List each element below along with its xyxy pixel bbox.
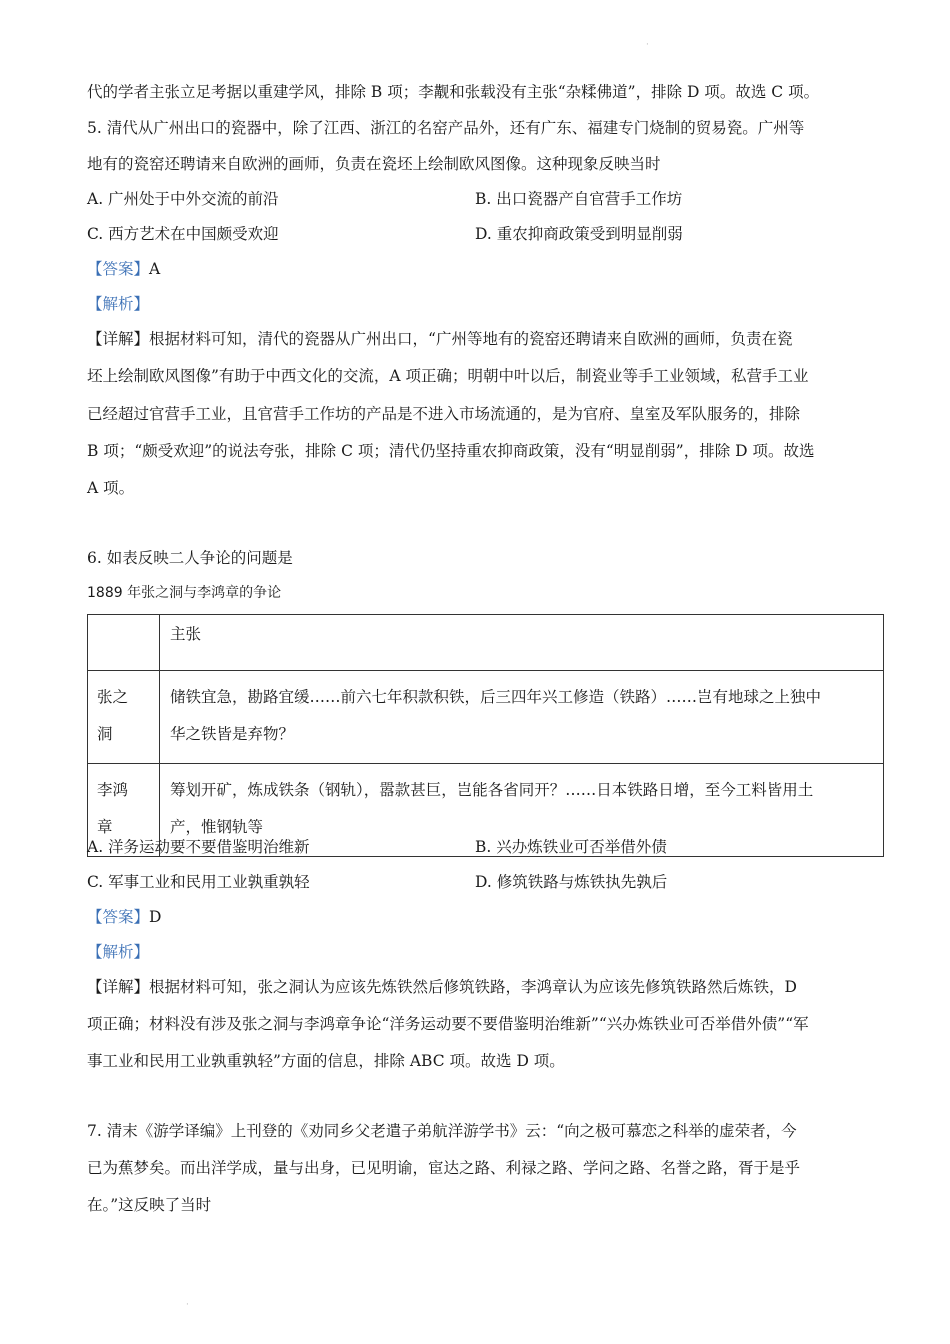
q6-detail-line-3: 事工业和民用工业孰重孰轻”方面的信息，排除 ABC 项。故选 D 项。 xyxy=(87,1052,565,1070)
q5-detail-line-5: A 项。 xyxy=(87,479,135,497)
q6-option-b: B. 兴办炼铁业可否举借外债 xyxy=(475,838,667,856)
row-name-line-1: 张之 xyxy=(97,688,129,706)
q5-answer xyxy=(87,259,160,279)
q6-stem: 6. 如表反映二人争论的问题是 xyxy=(87,549,293,567)
q6-answer xyxy=(87,907,161,927)
prev-analysis-tail: 代的学者主张立足考据以重建学风，排除 B 项；李觏和张载没有主张“杂糅佛道”，排除 D 项。故选 C 项。 xyxy=(87,83,820,101)
table-row xyxy=(88,671,884,764)
answer-value: D xyxy=(149,908,162,926)
row-text-line-1: 筹划开矿，炼成铁条（钢轨），嚣款甚巨，岂能各省同开？……日本铁路日增，至今工料皆用土 xyxy=(170,781,814,799)
row-name-line-2: 章 xyxy=(97,818,113,836)
answer-tag: 【答案】 xyxy=(87,260,150,278)
q5-stem-line-1: 5. 清代从广州出口的瓷器中，除了江西、浙江的名窑产品外，还有广东、福建专门烧制的贸易瓷。广州等 xyxy=(87,119,805,137)
detail-tag: 【详解】 xyxy=(87,330,150,348)
q5-option-d: D. 重农抑商政策受到明显削弱 xyxy=(475,225,683,243)
q6-analysis-heading xyxy=(87,942,149,962)
q5-option-c: C. 西方艺术在中国颇受欢迎 xyxy=(87,225,279,243)
detail-text: 根据材料可知，张之洞认为应该先炼铁然后修筑铁路，李鸿章认为应该先修筑铁路然后炼铁，D xyxy=(149,978,797,996)
q5-detail-line-4: B 项；“颇受欢迎”的说法夸张，排除 C 项；清代仍坚持重农抑商政策，没有“明显削弱”，排除 D 项。故选 xyxy=(87,442,815,460)
table-header-empty-cell xyxy=(88,615,160,671)
table-header-label: 主张 xyxy=(170,625,202,643)
detail-tag: 【详解】 xyxy=(87,978,150,996)
q6-option-a: A. 洋务运动要不要借鉴明治维新 xyxy=(87,838,310,856)
q5-option-b: B. 出口瓷器产自官营手工作坊 xyxy=(475,190,683,208)
table-header-cell xyxy=(160,615,884,671)
q6-detail-line-1 xyxy=(87,977,797,997)
answer-value: A xyxy=(149,260,161,278)
q6-detail-line-2: 项正确；材料没有涉及张之洞与李鸿章争论“洋务运动要不要借鉴明治维新”“兴办炼铁业可否举借外债”“军 xyxy=(87,1015,809,1033)
row-text-line-2: 华之铁皆是弃物？ xyxy=(170,725,295,743)
q6-option-d: D. 修筑铁路与炼铁执先孰后 xyxy=(475,873,668,891)
q6-option-c: C. 军事工业和民用工业孰重孰轻 xyxy=(87,873,310,891)
q6-table-caption: 1889 年张之洞与李鸿章的争论 xyxy=(87,585,282,601)
q5-option-a: A. 广州处于中外交流的前沿 xyxy=(87,190,279,208)
row-name-line-1: 李鸿 xyxy=(97,781,129,799)
q7-stem-line-3: 在。”这反映了当时 xyxy=(87,1196,212,1214)
answer-tag: 【答案】 xyxy=(87,908,150,926)
debate-table xyxy=(87,614,884,857)
q5-detail-line-3: 已经超过官营手工业，且官营手工作坊的产品是不进入市场流通的，是为官府、皇室及军队服务的，排除 xyxy=(87,405,801,423)
q5-stem-line-2: 地有的瓷窑还聘请来自欧洲的画师，负责在瓷坯上绘制欧风图像。这种现象反映当时 xyxy=(87,155,661,173)
row-name-line-2: 洞 xyxy=(97,725,113,743)
scan-speck: · xyxy=(646,40,649,50)
table-row-text xyxy=(160,671,884,764)
analysis-tag: 【解析】 xyxy=(87,943,150,961)
q5-detail-line-1 xyxy=(87,329,792,349)
table-row-name xyxy=(88,671,160,764)
row-text-line-2: 产，惟钢轨等 xyxy=(170,818,264,836)
q5-detail-line-2: 坯上绘制欧风图像”有助于中西文化的交流，A 项正确；明朝中叶以后，制瓷业等手工业领域，私营手工业 xyxy=(87,367,809,385)
detail-text: 根据材料可知，清代的瓷器从广州出口，“广州等地有的瓷窑还聘请来自欧洲的画师，负责在瓷 xyxy=(149,330,793,348)
analysis-tag: 【解析】 xyxy=(87,295,150,313)
q7-stem-line-2: 已为蕉梦矣。而出洋学成，量与出身，已见明谕，宦达之路、利禄之路、学问之路、名誉之路，胥于是乎 xyxy=(87,1159,801,1177)
scan-speck: · xyxy=(186,1300,189,1310)
q5-analysis-heading xyxy=(87,294,149,314)
q7-stem-line-1: 7. 清末《游学译编》上刊登的《劝同乡父老遣子弟航洋游学书》云：“向之极可慕恋之科举的虚荣者，今 xyxy=(87,1122,797,1140)
table-header-row xyxy=(88,615,884,671)
row-text-line-1: 储铁宜急，勘路宜缓……前六七年积款积铁，后三四年兴工修造（铁路）……岂有地球之上独中 xyxy=(170,688,822,706)
